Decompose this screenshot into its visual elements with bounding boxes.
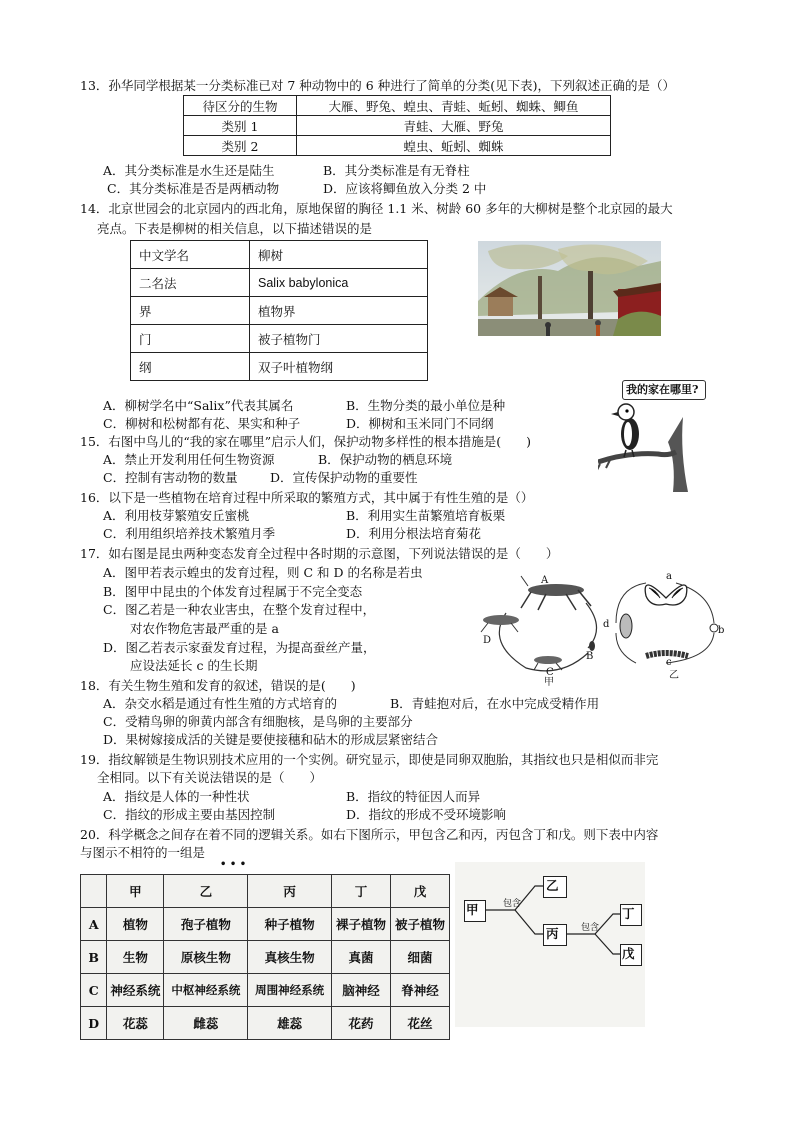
concept-diagram <box>455 862 645 1027</box>
table-header-cell: 甲 <box>107 875 164 908</box>
diagram-yi-box: 乙 <box>546 878 559 893</box>
table-cell: 生物 <box>107 941 164 974</box>
q18-option-a: A．杂交水稻是通过有性生殖的方式培育的 <box>103 696 338 711</box>
table-cell: 真菌 <box>332 941 391 974</box>
insect-metamorphosis-figure <box>466 568 731 688</box>
table-row <box>184 116 611 136</box>
q13-option-b: B．其分类标准是有无脊柱 <box>323 163 470 178</box>
fig-label-b: b <box>718 625 725 636</box>
q16-option-b: B．利用实生苗繁殖培育板栗 <box>346 508 506 523</box>
table-cell: C <box>81 974 107 1007</box>
bird-speech-bubble: 我的家在哪里? <box>626 383 699 396</box>
willow-tree-photo <box>478 241 661 336</box>
table-cell: 花丝 <box>391 1007 450 1040</box>
table-header-cell: 乙 <box>164 875 248 908</box>
q13-option-c: C．其分类标准是否是两栖动物 <box>107 181 280 196</box>
table-row <box>131 353 428 381</box>
q18-option-b: B．青蛙抱对后，在水中完成受精作用 <box>390 696 600 711</box>
q17-option-c-line2: 对农作物危害最严重的是 a <box>130 621 279 636</box>
table-row <box>184 96 611 116</box>
q18-option-d: D．果树嫁接成活的关键是要使接穗和砧木的形成层紧密结合 <box>103 732 439 747</box>
table-header-cell: 丁 <box>332 875 391 908</box>
table-cell: Salix babylonica <box>250 269 428 297</box>
table-cell: 花蕊 <box>107 1007 164 1040</box>
q15-stem: 15．右图中鸟儿的“我的家在哪里”启示人们，保护动物多样性的根本措施是( ) <box>80 434 531 449</box>
q20-stem-line2: 与图示不相符的一组是 <box>80 845 206 860</box>
q19-option-c: C．指纹的形成主要由基因控制 <box>103 807 276 822</box>
q17-option-d-line1: D．图乙若表示家蚕发育过程，为提高蚕丝产量， <box>103 640 376 655</box>
q17-option-b: B．图甲中昆虫的个体发育过程属于不完全变态 <box>103 584 363 599</box>
q15-option-d: D．宣传保护动物的重要性 <box>270 470 418 485</box>
table-cell: 雄蕊 <box>248 1007 332 1040</box>
table-cell: 花药 <box>332 1007 391 1040</box>
table-row <box>184 136 611 156</box>
q17-option-d-line2: 应设法延长 c 的生长期 <box>130 658 258 673</box>
q13-option-d: D．应该将鲫鱼放入分类 2 中 <box>323 181 487 196</box>
table-row <box>131 325 428 353</box>
q16-option-d: D．利用分根法培育菊花 <box>346 526 482 541</box>
table-cell: 门 <box>131 325 250 353</box>
diagram-ding-box: 丁 <box>622 906 635 921</box>
table-cell: 脑神经 <box>332 974 391 1007</box>
table-row <box>81 1007 450 1040</box>
q14-table <box>130 240 428 381</box>
table-header-cell <box>81 875 107 908</box>
table-cell: 被子植物 <box>391 908 450 941</box>
table-cell: 二名法 <box>131 269 250 297</box>
fig-label-c-upper: C <box>546 667 554 678</box>
q17-stem: 17．如右图是昆虫两种变态发育全过程中各时期的示意图，下列说法错误的是（ ） <box>80 546 559 561</box>
fig-label-d: d <box>603 619 610 630</box>
table-cell: 中文学名 <box>131 241 250 269</box>
table-cell: 界 <box>131 297 250 325</box>
q13-stem: 13．孙华同学根据某一分类标准已对 7 种动物中的 6 种进行了简单的分类(见下表)，下列叙述正确的是（） <box>80 78 675 93</box>
q16-option-a: A．利用枝芽繁殖安丘蜜桃 <box>103 508 250 523</box>
q19-stem-line2: 全相同。以下有关说法错误的是（ ） <box>97 770 323 785</box>
table-cell: 细菌 <box>391 941 450 974</box>
fig-label-d-upper: D <box>483 635 492 646</box>
fig-label-b-upper: B <box>586 651 594 662</box>
table-header-cell: 戊 <box>391 875 450 908</box>
q18-stem: 18．有关生物生殖和发育的叙述，错误的是( ) <box>80 678 356 693</box>
table-cell: 大雁、野兔、蝗虫、青蛙、蚯蚓、蜘蛛、鲫鱼 <box>297 96 611 116</box>
table-cell: 柳树 <box>250 241 428 269</box>
q14-option-b: B．生物分类的最小单位是种 <box>346 398 506 413</box>
fig-label-c: c <box>666 657 672 668</box>
table-cell: 中枢神经系统 <box>164 974 248 1007</box>
q14-option-d: D．柳树和玉米同门不同纲 <box>346 416 494 431</box>
diagram-contains-label: 包含 <box>503 899 522 909</box>
fig-label-a: a <box>666 571 672 582</box>
diagram-bing-box: 丙 <box>546 926 559 941</box>
q15-option-c: C．控制有害动物的数量 <box>103 470 238 485</box>
q14-option-c: C．柳树和松树都有花、果实和种子 <box>103 416 301 431</box>
q16-stem: 16．以下是一些植物在培育过程中所采取的繁殖方式，其中属于有性生殖的是（） <box>80 490 534 505</box>
table-cell: 种子植物 <box>248 908 332 941</box>
table-cell: 被子植物门 <box>250 325 428 353</box>
table-cell: 裸子植物 <box>332 908 391 941</box>
q17-option-c-line1: C．图乙若是一种农业害虫，在整个发育过程中， <box>103 602 376 617</box>
table-cell: B <box>81 941 107 974</box>
q13-table <box>183 95 611 156</box>
emphasis-dots: • • • <box>220 859 247 870</box>
q14-option-a: A．柳树学名中“Salix”代表其属名 <box>103 398 294 413</box>
diagram-wu-box: 戊 <box>622 946 635 961</box>
table-cell: 纲 <box>131 353 250 381</box>
table-row <box>81 908 450 941</box>
table-cell: 脊神经 <box>391 974 450 1007</box>
table-row <box>81 974 450 1007</box>
q19-stem-line1: 19．指纹解锁是生物识别技术应用的一个实例。研究显示，即使是同卵双胞胎，其指纹也只是相似而非完 <box>80 752 659 767</box>
table-cell: 孢子植物 <box>164 908 248 941</box>
q19-option-b: B．指纹的特征因人而异 <box>346 789 481 804</box>
table-cell: 周围神经系统 <box>248 974 332 1007</box>
q17-option-a: A．图甲若表示蝗虫的发育过程，则 C 和 D 的名称是若虫 <box>103 565 423 580</box>
table-cell: 植物 <box>107 908 164 941</box>
q19-option-d: D．指纹的形成不受环境影响 <box>346 807 507 822</box>
q13-option-a: A．其分类标准是水生还是陆生 <box>103 163 275 178</box>
q20-table <box>80 874 450 1040</box>
table-header-row <box>81 875 450 908</box>
table-cell: 青蛙、大雁、野兔 <box>297 116 611 136</box>
q20-stem-line1: 20．科学概念之间存在着不同的逻辑关系。如右下图所示，甲包含乙和丙，丙包含丁和戊。则下表中内容 <box>80 827 659 842</box>
table-header-cell: 丙 <box>248 875 332 908</box>
bird-cartoon <box>598 372 708 494</box>
table-row <box>81 941 450 974</box>
diagram-contains-label: 包含 <box>581 923 600 933</box>
table-cell: 类别 2 <box>184 136 297 156</box>
table-cell: 原核生物 <box>164 941 248 974</box>
table-cell: A <box>81 908 107 941</box>
table-cell: 蝗虫、蚯蚓、蜘蛛 <box>297 136 611 156</box>
q15-option-a: A．禁止开发利用任何生物资源 <box>103 452 275 467</box>
q18-option-c: C．受精鸟卵的卵黄内部含有细胞核，是鸟卵的主要部分 <box>103 714 413 729</box>
fig-label-yi: 乙 <box>669 670 679 681</box>
fig-label-jia: 甲 <box>544 677 554 688</box>
fig-label-a-upper: A <box>541 575 549 586</box>
q16-option-c: C．利用组织培养技术繁殖月季 <box>103 526 276 541</box>
q19-option-a: A．指纹是人体的一种性状 <box>103 789 250 804</box>
table-cell: 待区分的生物 <box>184 96 297 116</box>
diagram-jia-box: 甲 <box>466 902 479 917</box>
table-row <box>131 269 428 297</box>
table-cell: 雌蕊 <box>164 1007 248 1040</box>
q14-stem-line1: 14．北京世园会的北京园内的西北角，原地保留的胸径 1.1 米、树龄 60 多年的大柳树是整个北京园的最大 <box>80 201 673 216</box>
table-row <box>131 297 428 325</box>
table-cell: D <box>81 1007 107 1040</box>
table-cell: 真核生物 <box>248 941 332 974</box>
table-cell: 类别 1 <box>184 116 297 136</box>
q15-option-b: B．保护动物的栖息环境 <box>318 452 453 467</box>
table-cell: 双子叶植物纲 <box>250 353 428 381</box>
table-cell: 植物界 <box>250 297 428 325</box>
table-cell: 神经系统 <box>107 974 164 1007</box>
q14-stem-line2: 亮点。下表是柳树的相关信息，以下描述错误的是 <box>97 221 373 236</box>
table-row <box>131 241 428 269</box>
